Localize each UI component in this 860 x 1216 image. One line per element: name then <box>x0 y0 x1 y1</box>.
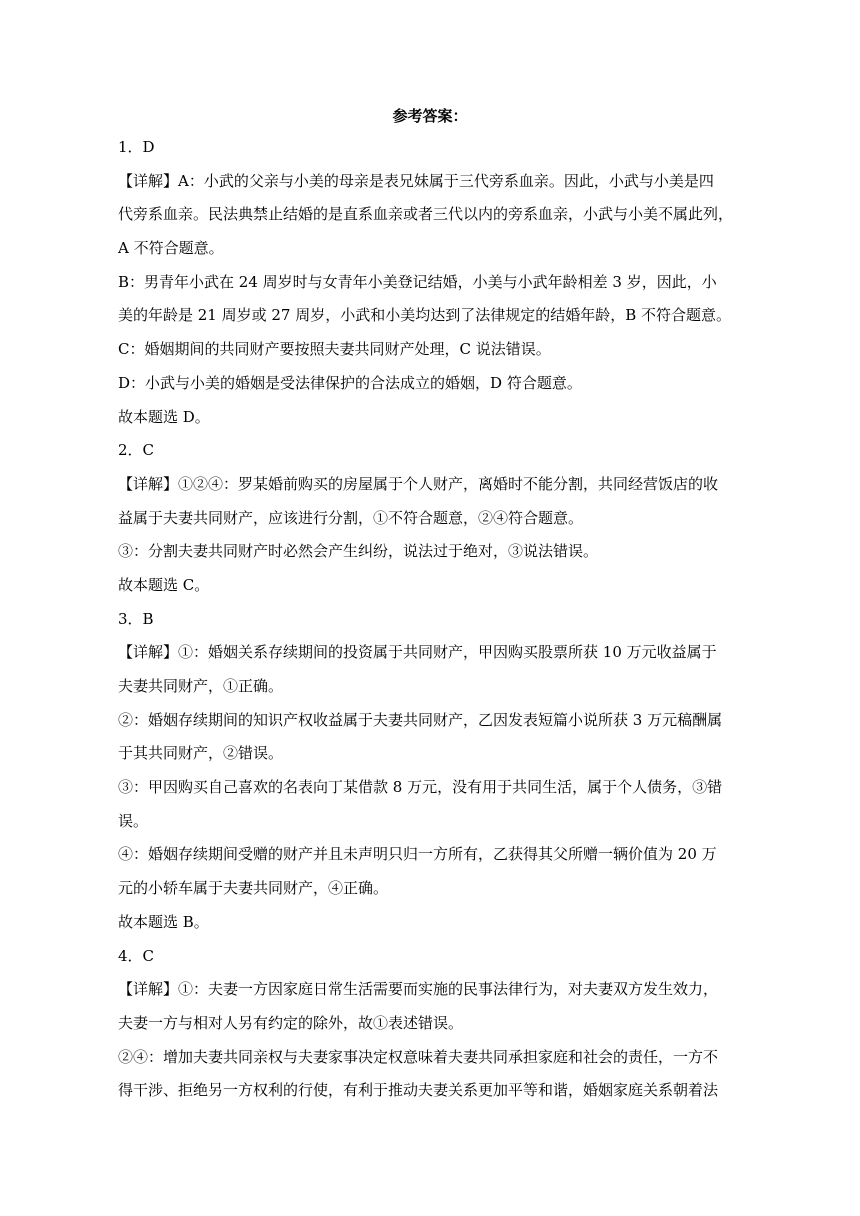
answer-number: 2．C <box>118 441 155 460</box>
text-line: 故本题选 C。 <box>118 575 210 594</box>
text-line: 误。 <box>118 811 149 830</box>
text-line: 故本题选 B。 <box>118 912 209 931</box>
text-line: 故本题选 D。 <box>118 407 210 426</box>
text-line: B：男青年小武在 24 周岁时与女青年小美登记结婚，小美与小武年龄相差 3 岁，因此，小 <box>118 272 717 291</box>
text-line: 得干涉、拒绝另一方权利的行使，有利于推动夫妻关系更加平等和谐，婚姻家庭关系朝着法 <box>118 1081 719 1100</box>
page-title: 参考答案： <box>392 107 468 125</box>
text-line: 【详解】①：婚姻关系存续期间的投资属于共同财产，甲因购买股票所获 10 万元收益属于 <box>118 643 717 662</box>
text-line: 夫妻共同财产，①正确。 <box>118 677 284 695</box>
text-line: C：婚姻期间的共同财产要按照夫妻共同财产处理，C 说法错误。 <box>118 340 551 359</box>
text-line: 益属于夫妻共同财产，应该进行分割，①不符合题意，②④符合题意。 <box>118 508 584 527</box>
answer-number: 4．C <box>118 946 155 965</box>
answer-content <box>118 131 738 1108</box>
text-line: ②：婚姻存续期间的知识产权收益属于夫妻共同财产，乙因发表短篇小说所获 3 万元稿酬属 <box>118 710 723 729</box>
text-line: ③：甲因购买自己喜欢的名表向丁某借款 8 万元，没有用于共同生活，属于个人债务，③错 <box>118 778 723 797</box>
text-line: A 不符合题意。 <box>118 239 224 258</box>
text-line: 代旁系血亲。民法典禁止结婚的是直系血亲或者三代以内的旁系血亲，小武与小美不属此列， <box>118 205 734 224</box>
text-line: ④：婚姻存续期间受赠的财产并且未声明只归一方所有，乙获得其父所赠一辆价值为 20 万 <box>118 845 717 864</box>
answer-number: 1．D <box>118 138 155 156</box>
text-line: 【详解】①：夫妻一方因家庭日常生活需要而实施的民事法律行为，对夫妻双方发生效力， <box>118 980 719 999</box>
text-line: 【详解】A：小武的父亲与小美的母亲是表兄妹属于三代旁系血亲。因此，小武与小美是四 <box>118 171 714 190</box>
text-line: 于其共同财产，②错误。 <box>118 744 284 763</box>
text-line: 夫妻一方与相对人另有约定的除外，故①表述错误。 <box>118 1013 464 1032</box>
text-line: 美的年龄是 21 周岁或 27 周岁，小武和小美均达到了法律规定的结婚年龄，B 不符合题意。 <box>118 306 732 325</box>
answer-number: 3．B <box>118 609 154 628</box>
text-line: D：小武与小美的婚姻是受法律保护的合法成立的婚姻，D 符合题意。 <box>118 373 582 392</box>
text-line: 元的小轿车属于夫妻共同财产，④正确。 <box>118 879 389 898</box>
text-line: ②④：增加夫妻共同亲权与夫妻家事决定权意味着夫妻共同承担家庭和社会的责任，一方不 <box>118 1047 719 1066</box>
text-line: ③：分割夫妻共同财产时必然会产生纠纷，说法过于绝对，③说法错误。 <box>118 542 599 561</box>
text-line: 【详解】①②④：罗某婚前购买的房屋属于个人财产，离婚时不能分割，共同经营饭店的收 <box>118 474 719 493</box>
